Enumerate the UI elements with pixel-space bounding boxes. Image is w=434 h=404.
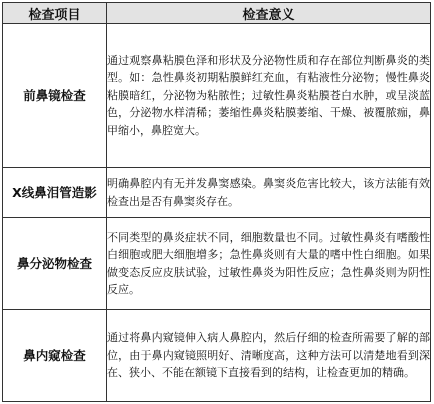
row-item-name: 前鼻镜检查	[3, 24, 107, 168]
table-row	[3, 24, 431, 168]
row-item-name: 鼻内窥检查	[3, 310, 107, 402]
row-item-description: 不同类型的鼻炎症状不同，细胞数量也不同。过敏性鼻炎有嗜酸性白细胞或肥大细胞增多；急性鼻炎则有大量的嗜中性白细胞。如果做变态反应皮肤试验，过敏性鼻炎为阳性反应；急性鼻炎则为阴性反应。	[107, 218, 431, 310]
table-row	[3, 168, 431, 218]
row-item-description: 通过将鼻内窥镜伸入病人鼻腔内，然后仔细的检查所需要了解的部位，由于鼻内窥镜照明好、清晰度高，这种方法可以清楚地看到深在、狭小、不能在额镜下直接看到的结构，让检查更加的精确。	[107, 310, 431, 402]
row-item-description: 明确鼻腔内有无并发鼻窦感染。鼻窦炎危害比较大，该方法能有效检查出是否有鼻窦炎存在。	[107, 168, 431, 218]
table-header-row	[3, 3, 431, 24]
exam-table	[2, 2, 431, 402]
row-item-name: X线鼻泪管造影	[3, 168, 107, 218]
header-exam-item: 检查项目	[3, 3, 107, 24]
row-item-name: 鼻分泌物检查	[3, 218, 107, 310]
table-row	[3, 218, 431, 310]
table-row	[3, 310, 431, 402]
row-item-description: 通过观察鼻粘膜色泽和形状及分泌物性质和存在部位判断鼻炎的类型。如：急性鼻炎初期粘膜鲜红充血，有粘液性分泌物；慢性鼻炎粘膜暗红，分泌物为粘脓性；过敏性鼻炎粘膜苍白水肿，或呈淡蓝色，分泌物水样清稀；萎缩性鼻炎粘膜萎缩、干燥、被覆脓痂，鼻甲缩小，鼻腔宽大。	[107, 24, 431, 168]
header-exam-significance: 检查意义	[107, 3, 431, 24]
